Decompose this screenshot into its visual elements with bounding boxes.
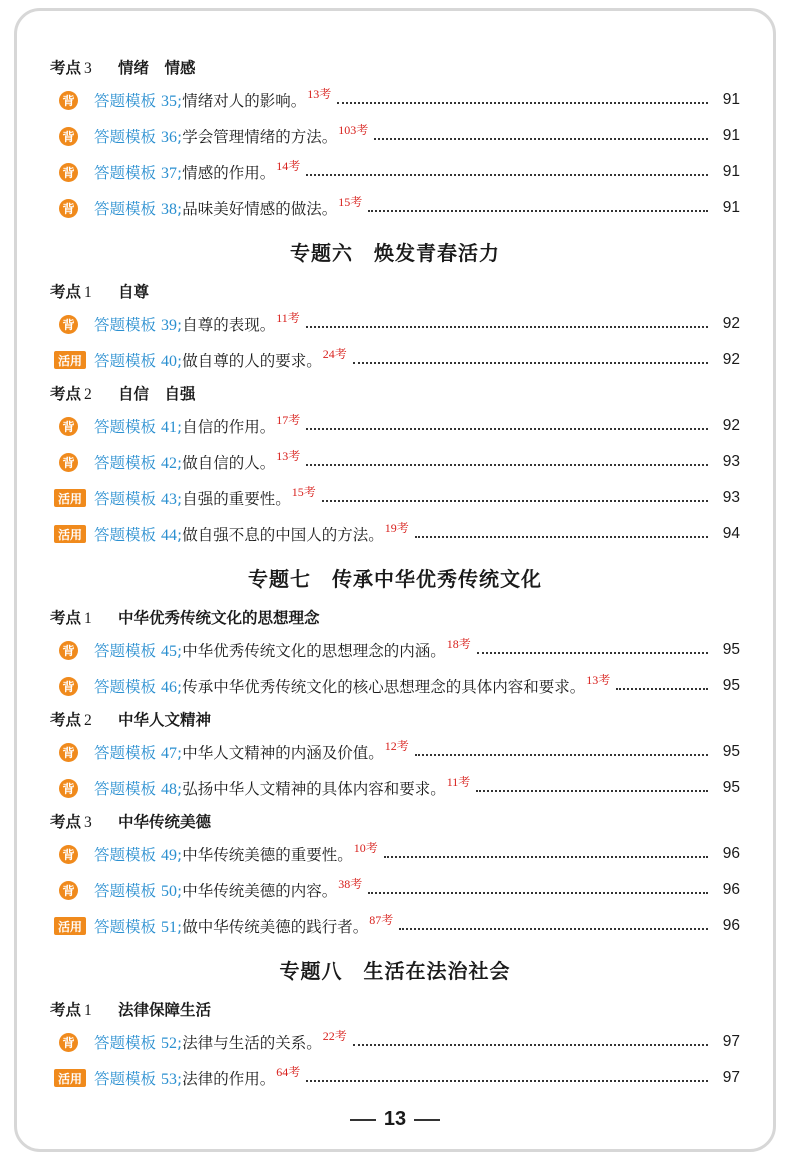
dot-leader <box>306 428 708 430</box>
template-label: 答题模板 47; <box>94 744 183 762</box>
table-of-contents <box>50 52 740 1096</box>
badge <box>50 1033 86 1052</box>
dot-leader <box>306 464 708 466</box>
badge-bei-icon: 背 <box>59 163 78 182</box>
kaodian-heading <box>50 378 740 408</box>
dot-leader <box>337 102 708 104</box>
template-label: 答题模板 52; <box>94 1034 183 1052</box>
toc-entry[interactable] <box>50 342 740 378</box>
template-label: 答题模板 36; <box>94 128 183 146</box>
badge <box>50 677 86 696</box>
dot-leader <box>384 856 708 858</box>
footer-dash-right <box>414 1119 440 1121</box>
dot-leader <box>353 1044 708 1046</box>
badge <box>50 127 86 146</box>
page-number: 95 <box>722 641 740 658</box>
exam-count: 14考 <box>276 158 301 173</box>
badge-huoyong-icon: 活用 <box>54 917 86 935</box>
template-number: 35 <box>160 93 177 110</box>
template-label: 答题模板 41; <box>94 418 183 436</box>
toc-entry[interactable] <box>50 1060 740 1096</box>
toc-entry[interactable] <box>50 872 740 908</box>
kaodian-label <box>50 606 112 628</box>
badge <box>50 199 86 218</box>
entry-text: 情绪对人的影响。 <box>182 92 307 110</box>
template-number: 46 <box>160 679 177 696</box>
template-number: 40 <box>160 353 177 370</box>
page-number: 92 <box>722 315 740 332</box>
badge <box>50 743 86 762</box>
template-label-text: 答题模板 <box>94 454 157 472</box>
kaodian-title: 中华优秀传统文化的思想理念 <box>118 609 320 627</box>
template-label-text: 答题模板 <box>94 780 157 798</box>
toc-entry[interactable] <box>50 306 740 342</box>
template-label-text: 答题模板 <box>94 200 157 218</box>
template-label-text: 答题模板 <box>94 846 157 864</box>
template-label-text: 答题模板 <box>94 678 157 696</box>
page-number: 91 <box>722 199 740 216</box>
kaodian-number: 2 <box>84 386 92 403</box>
exam-count: 64考 <box>276 1064 301 1079</box>
entry-text: 中华传统美德的内容。 <box>182 882 338 900</box>
dot-leader <box>322 500 708 502</box>
template-label-text: 答题模板 <box>94 642 157 660</box>
template-label: 答题模板 38; <box>94 200 183 218</box>
template-label-text: 答题模板 <box>94 744 157 762</box>
badge <box>50 453 86 472</box>
page-number: 94 <box>722 525 740 542</box>
badge-bei-icon: 背 <box>59 91 78 110</box>
kaodian-label-text: 考点 <box>50 813 82 831</box>
template-label: 答题模板 35; <box>94 92 183 110</box>
template-label: 答题模板 46; <box>94 678 183 696</box>
template-number: 49 <box>160 847 177 864</box>
kaodian-number: 1 <box>84 284 92 301</box>
exam-count: 17考 <box>276 412 301 427</box>
page-number: 91 <box>722 163 740 180</box>
toc-entry[interactable] <box>50 734 740 770</box>
toc-entry[interactable] <box>50 632 740 668</box>
badge-bei-icon: 背 <box>59 199 78 218</box>
kaodian-label <box>50 810 112 832</box>
exam-count: 38考 <box>338 876 363 891</box>
template-label: 答题模板 44; <box>94 526 183 544</box>
entry-text: 自强的重要性。 <box>182 490 291 508</box>
template-label-text: 答题模板 <box>94 352 157 370</box>
kaodian-heading <box>50 994 740 1024</box>
dot-leader <box>477 652 708 654</box>
page-number: 92 <box>722 351 740 368</box>
template-label: 答题模板 51; <box>94 918 183 936</box>
dot-leader <box>476 790 708 792</box>
kaodian-label-text: 考点 <box>50 711 82 729</box>
kaodian-number: 3 <box>84 814 92 831</box>
exam-count: 18考 <box>446 636 471 651</box>
toc-entry[interactable] <box>50 836 740 872</box>
template-label: 答题模板 39; <box>94 316 183 334</box>
badge-bei-icon: 背 <box>59 417 78 436</box>
exam-count: 15考 <box>338 194 363 209</box>
entry-text: 自尊的表现。 <box>182 316 276 334</box>
kaodian-title: 自信 自强 <box>118 385 196 403</box>
badge <box>50 417 86 436</box>
badge <box>50 91 86 110</box>
template-number: 47 <box>160 745 177 762</box>
entry-text: 弘扬中华人文精神的具体内容和要求。 <box>182 780 446 798</box>
template-number: 41 <box>160 419 177 436</box>
footer-dash-left <box>350 1119 376 1121</box>
entry-text: 自信的作用。 <box>182 418 276 436</box>
dot-leader <box>306 1080 708 1082</box>
badge-bei-icon: 背 <box>59 315 78 334</box>
exam-count: 13考 <box>307 86 332 101</box>
template-label-text: 答题模板 <box>94 490 157 508</box>
template-label-text: 答题模板 <box>94 1070 157 1088</box>
dot-leader <box>353 362 708 364</box>
dot-leader <box>306 326 708 328</box>
entry-text: 做自信的人。 <box>182 454 276 472</box>
template-label-text: 答题模板 <box>94 882 157 900</box>
template-label: 答题模板 45; <box>94 642 183 660</box>
exam-count: 103考 <box>338 122 369 137</box>
badge-bei-icon: 背 <box>59 1033 78 1052</box>
badge <box>50 1069 86 1087</box>
template-label: 答题模板 48; <box>94 780 183 798</box>
exam-count: 13考 <box>276 448 301 463</box>
template-label-text: 答题模板 <box>94 164 157 182</box>
exam-count: 87考 <box>369 912 394 927</box>
kaodian-title: 中华传统美德 <box>118 813 212 831</box>
template-label: 答题模板 40; <box>94 352 183 370</box>
exam-count: 10考 <box>353 840 378 855</box>
badge-bei-icon: 背 <box>59 845 78 864</box>
template-number: 38 <box>160 201 177 218</box>
kaodian-title: 情绪 情感 <box>118 59 196 77</box>
dot-leader <box>368 892 708 894</box>
toc-entry[interactable] <box>50 1024 740 1060</box>
badge-bei-icon: 背 <box>59 127 78 146</box>
exam-count: 19考 <box>384 520 409 535</box>
kaodian-title: 法律保障生活 <box>118 1001 212 1019</box>
kaodian-label <box>50 708 112 730</box>
page-number: 92 <box>722 417 740 434</box>
page-number: 93 <box>722 453 740 470</box>
template-label-text: 答题模板 <box>94 918 157 936</box>
dot-leader <box>415 754 708 756</box>
page-number: 95 <box>722 677 740 694</box>
kaodian-heading <box>50 52 740 82</box>
kaodian-heading <box>50 704 740 734</box>
dot-leader <box>415 536 708 538</box>
page-number: 96 <box>722 881 740 898</box>
topic-heading: 专题六 焕发青春活力 <box>290 240 500 265</box>
template-label: 答题模板 50; <box>94 882 183 900</box>
exam-count: 11考 <box>276 310 300 325</box>
template-number: 37 <box>160 165 177 182</box>
dot-leader <box>374 138 708 140</box>
entry-text: 做自尊的人的要求。 <box>182 352 322 370</box>
template-number: 42 <box>160 455 177 472</box>
template-label: 答题模板 49; <box>94 846 183 864</box>
kaodian-label-text: 考点 <box>50 385 82 403</box>
toc-entry[interactable] <box>50 444 740 480</box>
page-number: 97 <box>722 1033 740 1050</box>
entry-text: 中华传统美德的重要性。 <box>182 846 353 864</box>
badge-bei-icon: 背 <box>59 641 78 660</box>
page-number: 96 <box>722 845 740 862</box>
toc-entry[interactable] <box>50 118 740 154</box>
kaodian-label-text: 考点 <box>50 283 82 301</box>
entry-text: 做自强不息的中国人的方法。 <box>182 526 384 544</box>
entry-text: 情感的作用。 <box>182 164 276 182</box>
exam-count: 11考 <box>446 774 471 789</box>
toc-entry[interactable] <box>50 480 740 516</box>
badge-huoyong-icon: 活用 <box>54 1069 86 1087</box>
badge <box>50 489 86 507</box>
toc-entry[interactable] <box>50 668 740 704</box>
exam-count: 12考 <box>384 738 409 753</box>
template-label: 答题模板 42; <box>94 454 183 472</box>
kaodian-number: 1 <box>84 1002 92 1019</box>
dot-leader <box>616 688 708 690</box>
kaodian-label <box>50 280 112 302</box>
template-number: 39 <box>160 317 177 334</box>
entry-text: 传承中华优秀传统文化的核心思想理念的具体内容和要求。 <box>182 678 586 696</box>
page-number: 91 <box>722 127 740 144</box>
dot-leader <box>368 210 708 212</box>
template-label-text: 答题模板 <box>94 1034 157 1052</box>
entry-text: 品味美好情感的做法。 <box>182 200 338 218</box>
toc-entry[interactable] <box>50 154 740 190</box>
badge-bei-icon: 背 <box>59 743 78 762</box>
topic-heading: 专题八 生活在法治社会 <box>279 958 511 983</box>
template-number: 48 <box>160 781 177 798</box>
kaodian-label-text: 考点 <box>50 609 82 627</box>
badge <box>50 525 86 543</box>
entry-text: 中华人文精神的内涵及价值。 <box>182 744 384 762</box>
page-number: 95 <box>722 743 740 760</box>
toc-entry[interactable] <box>50 190 740 226</box>
toc-entry[interactable] <box>50 908 740 944</box>
badge-bei-icon: 背 <box>59 677 78 696</box>
entry-text: 法律与生活的关系。 <box>182 1034 322 1052</box>
kaodian-number: 3 <box>84 60 92 77</box>
template-label: 答题模板 37; <box>94 164 183 182</box>
template-label-text: 答题模板 <box>94 92 157 110</box>
template-number: 36 <box>160 129 177 146</box>
page-number: 97 <box>722 1069 740 1086</box>
footer-page-number: 13 <box>383 1108 407 1130</box>
toc-entry[interactable] <box>50 408 740 444</box>
badge <box>50 315 86 334</box>
badge <box>50 163 86 182</box>
template-label-text: 答题模板 <box>94 128 157 146</box>
kaodian-title: 中华人文精神 <box>118 711 212 729</box>
badge <box>50 917 86 935</box>
toc-entry[interactable] <box>50 82 740 118</box>
template-label: 答题模板 53; <box>94 1070 183 1088</box>
template-label-text: 答题模板 <box>94 316 157 334</box>
entry-text: 学会管理情绪的方法。 <box>182 128 338 146</box>
template-number: 53 <box>160 1071 177 1088</box>
badge-huoyong-icon: 活用 <box>54 351 86 369</box>
badge <box>50 351 86 369</box>
badge <box>50 845 86 864</box>
template-number: 51 <box>160 919 177 936</box>
exam-count: 13考 <box>586 672 611 687</box>
template-number: 52 <box>160 1035 177 1052</box>
template-number: 45 <box>160 643 177 660</box>
template-label-text: 答题模板 <box>94 526 157 544</box>
kaodian-title: 自尊 <box>118 283 150 301</box>
kaodian-label <box>50 998 112 1020</box>
badge-bei-icon: 背 <box>59 453 78 472</box>
badge <box>50 641 86 660</box>
template-label-text: 答题模板 <box>94 418 157 436</box>
badge-huoyong-icon: 活用 <box>54 525 86 543</box>
entry-text: 法律的作用。 <box>182 1070 276 1088</box>
template-number: 43 <box>160 491 177 508</box>
kaodian-label <box>50 382 112 404</box>
toc-entry[interactable] <box>50 770 740 806</box>
template-label: 答题模板 43; <box>94 490 183 508</box>
entry-text: 中华优秀传统文化的思想理念的内涵。 <box>182 642 446 660</box>
template-number: 44 <box>160 527 177 544</box>
badge <box>50 779 86 798</box>
dot-leader <box>306 174 708 176</box>
kaodian-label-text: 考点 <box>50 1001 82 1019</box>
entry-text: 做中华传统美德的践行者。 <box>182 918 369 936</box>
kaodian-number: 2 <box>84 712 92 729</box>
kaodian-heading <box>50 602 740 632</box>
kaodian-heading <box>50 806 740 836</box>
exam-count: 22考 <box>322 1028 347 1043</box>
badge <box>50 881 86 900</box>
topic-heading: 专题七 传承中华优秀传统文化 <box>248 566 542 591</box>
kaodian-label <box>50 56 112 78</box>
exam-count: 24考 <box>322 346 347 361</box>
badge-bei-icon: 背 <box>59 779 78 798</box>
page-footer <box>0 1108 790 1131</box>
badge-bei-icon: 背 <box>59 881 78 900</box>
dot-leader <box>399 928 708 930</box>
page-number: 91 <box>722 91 740 108</box>
badge-huoyong-icon: 活用 <box>54 489 86 507</box>
page-number: 96 <box>722 917 740 934</box>
kaodian-heading <box>50 276 740 306</box>
toc-entry[interactable] <box>50 516 740 552</box>
template-number: 50 <box>160 883 177 900</box>
page-number: 95 <box>722 779 740 796</box>
kaodian-label-text: 考点 <box>50 59 82 77</box>
kaodian-number: 1 <box>84 610 92 627</box>
page-number: 93 <box>722 489 740 506</box>
exam-count: 15考 <box>291 484 316 499</box>
